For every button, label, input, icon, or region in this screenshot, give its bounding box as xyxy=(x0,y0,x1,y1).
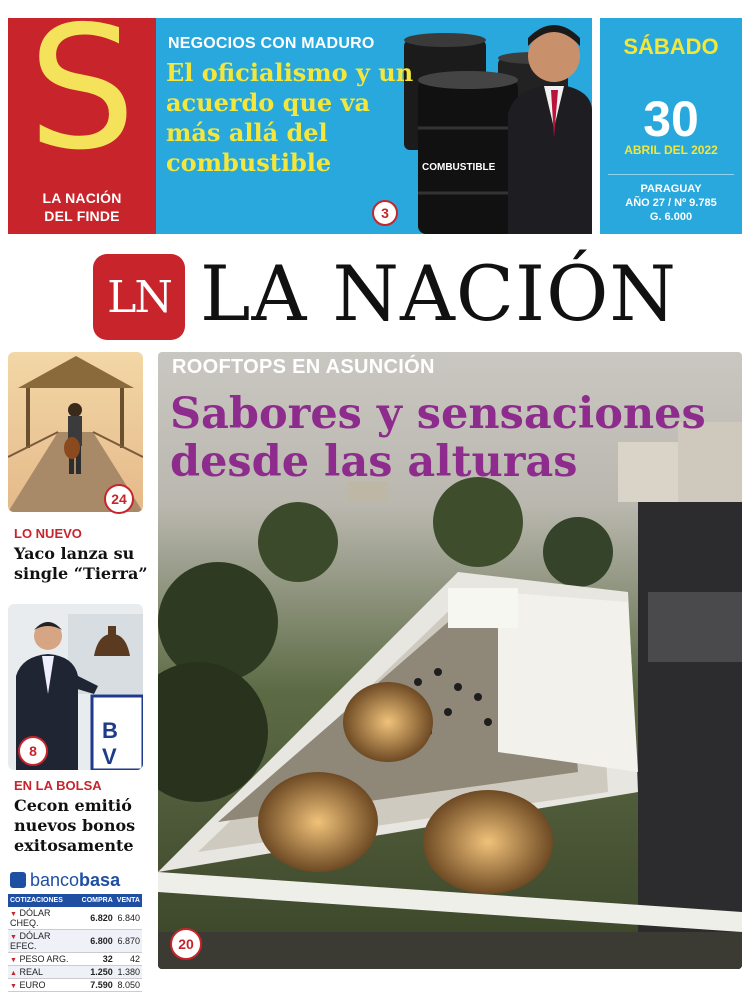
trend-down-icon: ▼ xyxy=(10,957,17,964)
ln-logo[interactable]: LN xyxy=(93,254,185,340)
currency-name: ▼ PESO ARG. xyxy=(8,953,80,966)
section-badge-finde[interactable] xyxy=(8,0,156,234)
story1-headline[interactable]: Yaco lanza su single “Tierra” xyxy=(14,544,148,583)
bank-name-light: banco xyxy=(30,870,80,890)
section-letter: S xyxy=(28,0,136,188)
bank-name-bold: basa xyxy=(79,870,121,890)
story2-page-badge: 8 xyxy=(18,736,48,766)
bank-logo xyxy=(10,870,120,891)
buy-value: 6.820 xyxy=(80,907,115,930)
weekday: SÁBADO xyxy=(623,34,719,59)
country: PARAGUAY xyxy=(640,183,702,195)
table-row xyxy=(8,953,142,966)
main-headline[interactable]: Sabores y sensaciones desde las alturas xyxy=(170,389,706,487)
col-header-name: COTIZACIONES xyxy=(8,894,80,907)
sell-value: 8.050 xyxy=(115,979,142,992)
date-box xyxy=(600,18,742,234)
sell-value: 42 xyxy=(115,953,142,966)
story1-page-badge: 24 xyxy=(104,484,134,514)
story2-kicker: EN LA BOLSA xyxy=(14,778,102,793)
section-label xyxy=(8,189,156,225)
trend-down-icon: ▼ xyxy=(10,911,17,918)
trend-down-icon: ▼ xyxy=(10,934,17,941)
day-number: 30 xyxy=(643,91,699,147)
promo-headline[interactable]: El oficialismo y un acuerdo que va más allá del combustible xyxy=(166,58,414,177)
bvpasa-sign xyxy=(102,718,118,770)
buy-value: 1.250 xyxy=(80,966,115,979)
main-kicker: ROOFTOPS EN ASUNCIÓN xyxy=(172,356,435,378)
table-row xyxy=(8,966,142,979)
table-row xyxy=(8,907,142,930)
month-year: ABRIL DEL 2022 xyxy=(624,143,718,157)
currency-name: ▼ DÓLAR EFEC. xyxy=(8,930,80,953)
section-label-line1: LA NACIÓN xyxy=(42,190,122,206)
trend-down-icon: ▼ xyxy=(10,983,17,990)
col-header-sell: VENTA xyxy=(115,894,142,907)
trend-up-icon: ▲ xyxy=(10,970,17,977)
table-header-row xyxy=(8,894,142,907)
currency-name: ▼ EURO xyxy=(8,979,80,992)
edition-number: AÑO 27 / Nº 9.785 xyxy=(625,197,717,209)
promo-kicker: NEGOCIOS CON MADURO xyxy=(168,35,375,52)
masthead-title[interactable]: LA NACIÓN xyxy=(200,249,677,338)
currency-name: ▼ DÓLAR CHEQ. xyxy=(8,907,80,930)
barrels-illustration xyxy=(396,18,592,234)
table-row xyxy=(8,979,142,992)
currency-name: ▲ REAL xyxy=(8,966,80,979)
table-row xyxy=(8,930,142,953)
main-page-badge: 20 xyxy=(170,928,202,960)
sell-value: 6.840 xyxy=(115,907,142,930)
promo-teaser[interactable] xyxy=(156,18,592,234)
sell-value: 1.380 xyxy=(115,966,142,979)
story2-headline[interactable]: Cecon emitió nuevos bonos exitosamente xyxy=(14,796,136,855)
buy-value: 32 xyxy=(80,953,115,966)
col-header-buy: COMPRA xyxy=(80,894,115,907)
price: G. 6.000 xyxy=(649,211,693,223)
buy-value: 7.590 xyxy=(80,979,115,992)
exchange-rates-table xyxy=(8,894,142,992)
story1-kicker: LO NUEVO xyxy=(14,526,82,541)
buy-value: 6.800 xyxy=(80,930,115,953)
section-label-line2: DEL FINDE xyxy=(44,208,120,224)
edition-info xyxy=(600,182,742,224)
bank-logo-icon xyxy=(10,872,26,888)
promo-page-badge: 3 xyxy=(372,200,398,226)
sign-text: B V xyxy=(102,718,118,769)
date-divider xyxy=(608,174,734,175)
barrel-label: COMBUSTIBLE xyxy=(422,162,496,173)
sell-value: 6.870 xyxy=(115,930,142,953)
